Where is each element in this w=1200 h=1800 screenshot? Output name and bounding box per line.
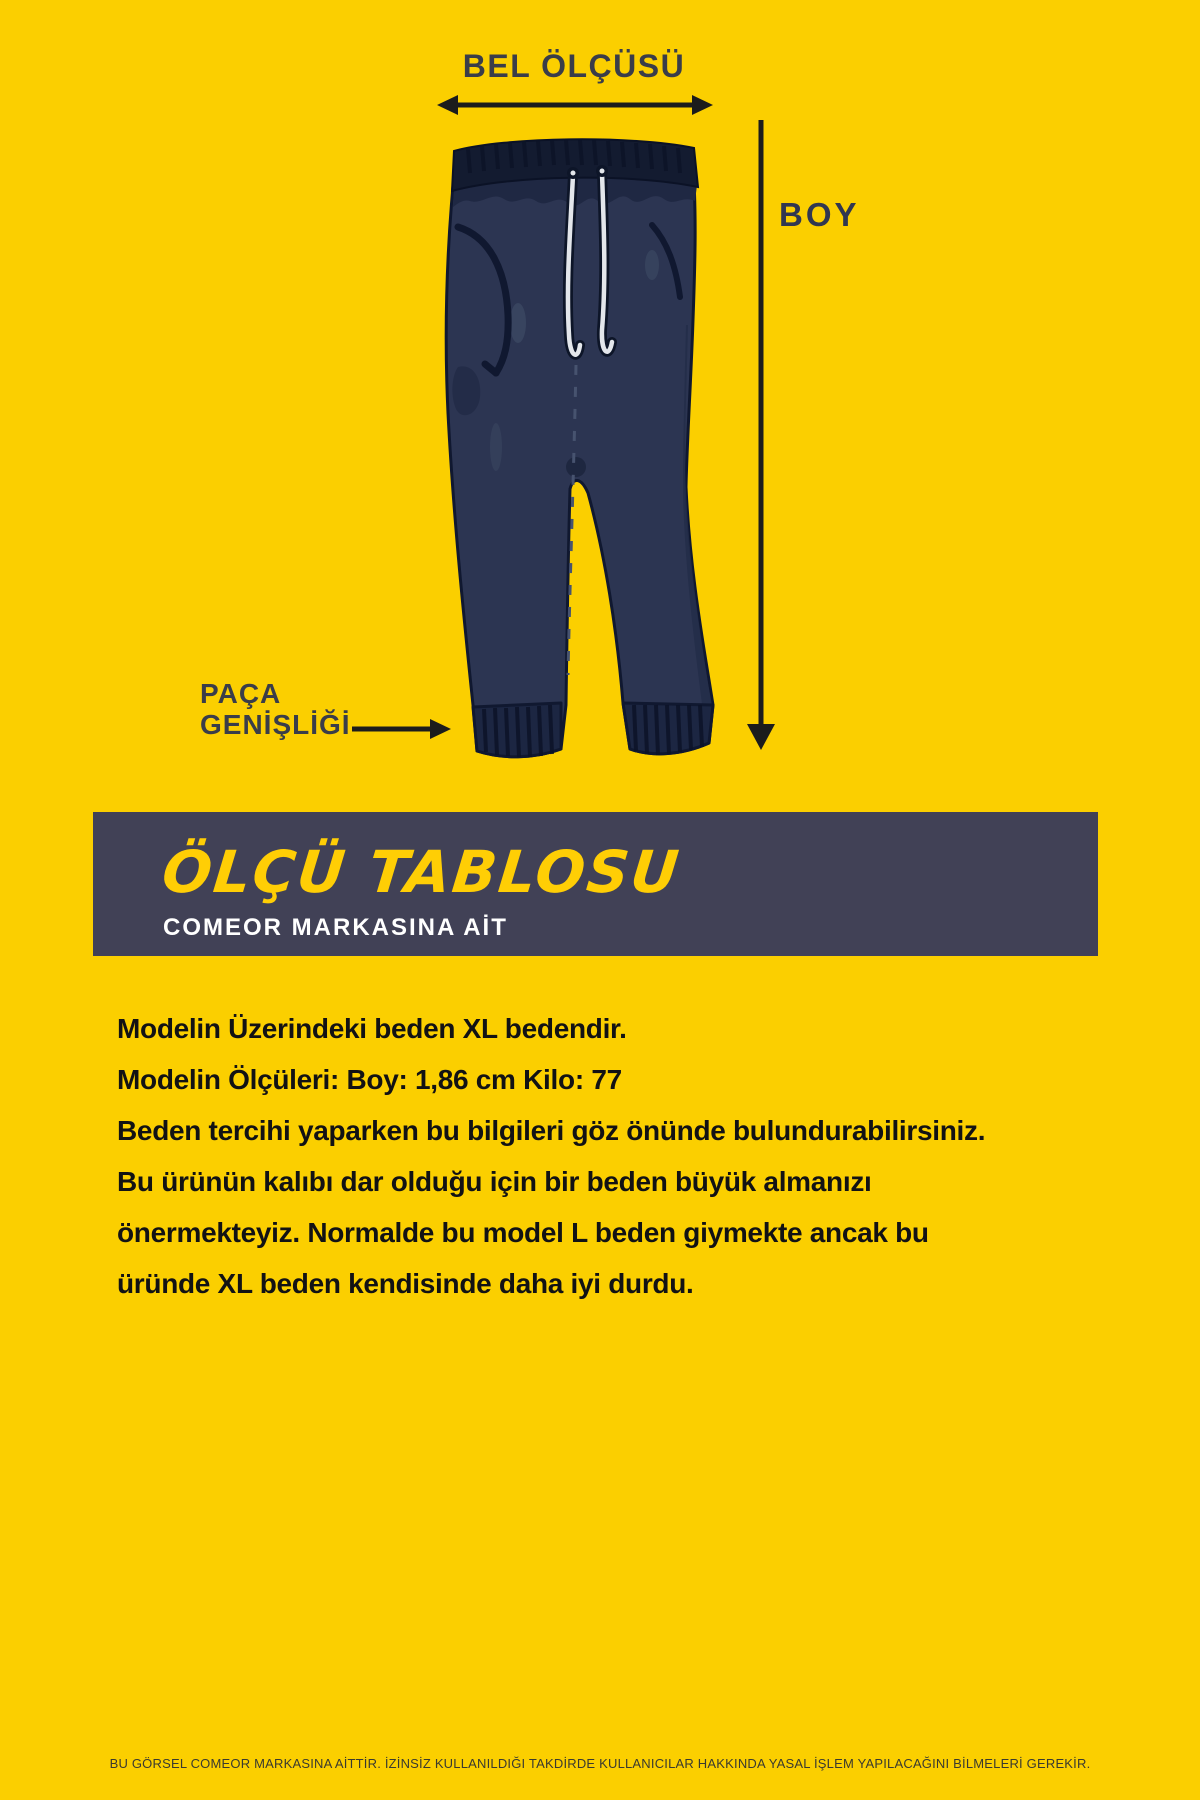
banner-title: ÖLÇÜ TABLOSU <box>159 838 684 906</box>
banner-subtitle: COMEOR MARKASINA AİT <box>163 914 508 941</box>
jogger-pants-illustration <box>390 115 730 765</box>
length-arrow-icon <box>746 118 776 752</box>
hem-width-label <box>200 678 351 740</box>
waist-measure-label: BEL ÖLÇÜSÜ <box>462 48 686 84</box>
size-info-line: önermekteyiz. Normalde bu model L beden giymekte ancak bu <box>117 1217 929 1248</box>
size-info-line: üründe XL beden kendisinde daha iyi durdu. <box>117 1268 694 1299</box>
hem-width-label-line1: PAÇA <box>200 678 282 709</box>
size-info-line: Bu ürünün kalıbı dar olduğu için bir beden büyük almanızı <box>117 1166 872 1197</box>
title-banner <box>93 812 1098 956</box>
size-info-line: Modelin Ölçüleri: Boy: 1,86 cm Kilo: 77 <box>117 1064 622 1095</box>
size-info-line: Beden tercihi yaparken bu bilgileri göz önünde bulundurabilirsiniz. <box>117 1115 986 1146</box>
hem-width-label-line2: GENİŞLİĞİ <box>200 709 351 740</box>
size-info-line: Modelin Üzerindeki beden XL bedendir. <box>117 1013 627 1044</box>
copyright-disclaimer: BU GÖRSEL COMEOR MARKASINA AİTTİR. İZİNSİZ KULLANILDIĞI TAKDİRDE KULLANICILAR HAKKINDA YASAL İŞLEM YAPILACAĞINI BİLMELERİ GEREKİR. <box>109 1756 1091 1771</box>
length-label: BOY <box>779 196 860 233</box>
size-info-paragraph <box>117 1003 1177 1309</box>
